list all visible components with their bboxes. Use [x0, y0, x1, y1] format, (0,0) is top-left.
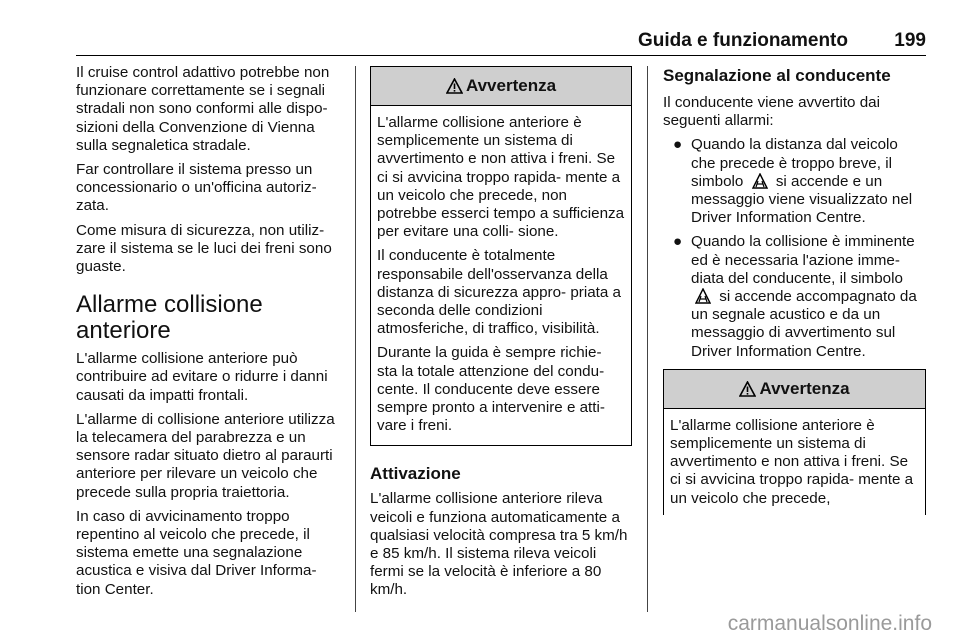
list-item-text: si accende accompagnato da un segnale acustico e da un messaggio di avvertimento sul Driver Information Centre. [691, 288, 917, 360]
paragraph: L'allarme di collisione anteriore utilizza la telecamera del parabrezza e un sensore radar situato dietro al paraurti anteriore per rilevare un veicolo che precede sulla propria traiettoria. [76, 410, 335, 501]
paragraph: Come misura di sicurezza, non utiliz- zare il sistema se le luci dei freni sono guaste. [76, 221, 332, 276]
paragraph: Il conducente viene avvertito dai seguenti allarmi: [663, 94, 880, 130]
header-rule [76, 55, 926, 56]
warning-box [370, 66, 632, 446]
warning-title-bar [664, 370, 925, 409]
paragraph: Far controllare il sistema presso un concessionario o un'officina autoriz- zata. [76, 161, 317, 215]
bullet-list [663, 136, 926, 360]
list-item [663, 233, 926, 360]
warning-paragraph: L'allarme collisione anteriore è semplicemente un sistema di avvertimento e non attiva i freni. Se ci si avvicina troppo rapida- mente a un veicolo che precede, [670, 416, 914, 507]
warning-paragraph: L'allarme collisione anteriore è semplicemente un sistema di avvertimento e non attiva i freni. Se ci si avvicina troppo rapida- mente a un veicolo che precede, non potrebbe esserci tempo a sufficienza per evitare una colli- sione. [377, 114, 625, 241]
list-item-text: Quando la collisione è imminente ed è necessaria l'azione imme- diata del conducente, il simbolo [691, 233, 915, 287]
warning-title-bar [371, 67, 631, 106]
warning-box [663, 369, 926, 515]
column-divider-1 [355, 66, 356, 612]
warning-paragraph: Il conducente è totalmente responsabile dell'osservanza della distanza di sicurezza appro- priata a seconda delle condizioni atmosferiche, di traffico, visibilità. [377, 247, 621, 338]
warning-paragraph: Durante la guida è sempre richie- sta la totale attenzione del condu- cente. Il conducente deve essere sempre pronto a intervenire e atti- vare i freni. [377, 344, 605, 435]
column-divider-2 [647, 66, 648, 612]
collision-warning-icon [695, 288, 711, 304]
header-title: Guida e funzionamento [637, 30, 848, 51]
list-item [663, 136, 926, 227]
warning-title: Avvertenza [465, 75, 557, 95]
paragraph: L'allarme collisione anteriore può contribuire ad evitare o ridurre i danni causati da impatti frontali. [76, 350, 328, 404]
page-number: 199 [894, 30, 926, 51]
warning-triangle-icon [446, 78, 463, 94]
paragraph: L'allarme collisione anteriore rileva veicoli e funziona automaticamente a qualsiasi velocità compresa tra 5 km/h e 85 km/h. Il sistema rileva veicoli fermi se la velocità è inferiore a 80 km/h. [370, 490, 628, 599]
column-2 [370, 64, 632, 606]
paragraph: Il cruise control adattivo potrebbe non funzionare correttamente se i segnali stradali non sono conformi alle dispo- sizioni della Convenzione di Vienna sulla segnaletica stradale. [76, 64, 330, 154]
sub-heading: Attivazione [370, 464, 461, 484]
warning-body [664, 409, 925, 515]
paragraph: In caso di avvicinamento troppo repentino al veicolo che precede, il sistema emette una segnalazione acustica e visiva dal Driver Informa- tion Center. [76, 507, 317, 598]
column-1 [76, 64, 340, 605]
bullet-icon: ● [673, 233, 683, 251]
bullet-icon: ● [673, 136, 683, 154]
warning-title: Avvertenza [759, 378, 850, 398]
column-3 [663, 64, 926, 515]
warning-triangle-icon [739, 381, 756, 397]
list-item-text: si accende e un messaggio viene visualizzato nel Driver Information Centre. [691, 172, 913, 227]
collision-warning-icon [752, 173, 768, 189]
section-heading: Allarme collisione anteriore [76, 291, 263, 345]
sub-heading: Segnalazione al conducente [663, 66, 891, 85]
list-item-text: Quando la distanza dal veicolo che precede è troppo breve, il simbolo [691, 136, 898, 190]
watermark: carmanualsonline.info [727, 612, 932, 635]
warning-body [371, 106, 631, 445]
